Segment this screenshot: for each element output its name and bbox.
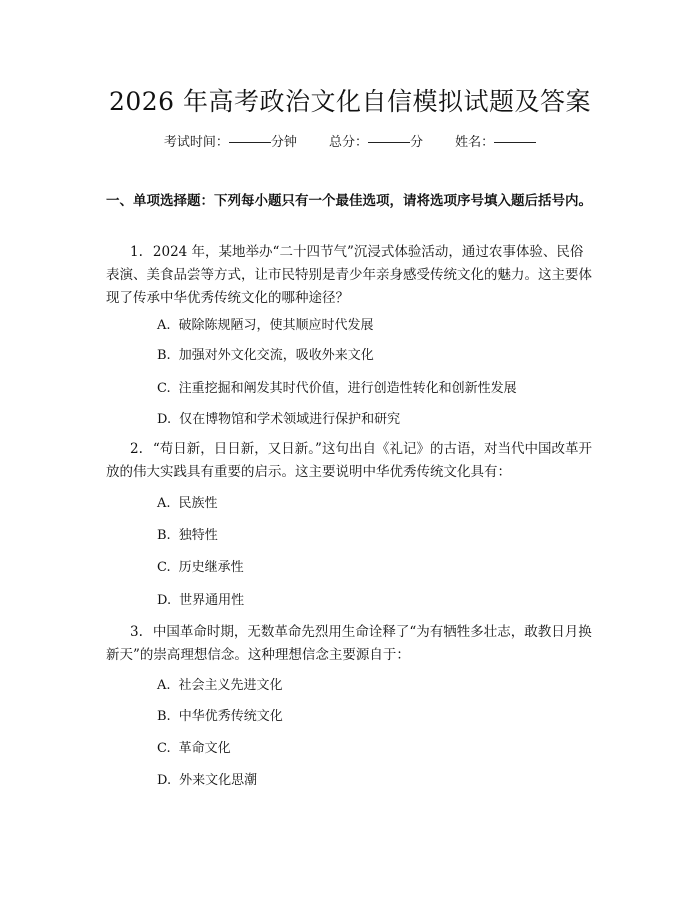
name-blank [494,142,536,143]
option-text: 加强对外文化交流，吸收外来文化 [178,348,374,363]
option-3d [157,771,257,791]
option-text: 世界通用性 [179,593,245,608]
option-letter: D. [157,593,172,608]
exam-time [164,135,297,150]
option-letter: A. [157,678,171,693]
question-number: 2. [130,441,143,457]
option-3a [157,676,283,696]
question-text: 2024 年，某地举办“二十四节气”沉浸式体验活动，通过农事体验、民俗表演、美食品尝等方式，让市民特别是青少年亲身感受传统文化的魅力。这主要体现了传承中华优秀传统文化的哪种途径？ [106,244,592,306]
option-text: 注重挖掘和阐发其时代价值，进行创造性转化和创新性发展 [178,381,517,396]
option-letter: D. [157,773,172,788]
time-unit: 分钟 [270,135,297,150]
option-text: 仅在博物馆和学术领域进行保护和研究 [179,412,401,427]
option-letter: B. [157,709,171,724]
option-1c [157,379,517,399]
name-label: 姓名： [455,135,495,150]
score-unit: 分 [410,135,424,150]
option-letter: C. [157,381,171,396]
option-text: 革命文化 [178,741,231,756]
option-text: 独特性 [178,528,218,543]
score-label: 总分： [328,135,368,150]
question-3 [106,621,596,667]
option-letter: C. [157,560,171,575]
option-2a [157,494,218,514]
time-blank [229,142,271,143]
option-1d [157,410,400,430]
option-text: 社会主义先进文化 [178,678,283,693]
question-number: 1. [130,244,143,260]
question-text: “苟日新，日日新，又日新。”这句出自《礼记》的古语，对当代中国改革开放的伟大实践具有重要的启示。这主要说明中华优秀传统文化具有： [106,441,592,480]
option-2c [157,558,244,578]
option-letter: B. [157,348,171,363]
exam-score [329,135,423,150]
question-1 [106,241,596,310]
question-number: 3. [130,624,143,640]
option-text: 民族性 [178,496,218,511]
question-2 [106,438,596,484]
option-letter: A. [157,318,171,333]
option-text: 历史继承性 [178,560,244,575]
exam-name [455,135,536,150]
time-label: 考试时间： [163,135,229,150]
exam-meta [0,131,700,150]
page-title: 2026 年高考政治文化自信模拟试题及答案 [108,87,592,116]
option-text: 中华优秀传统文化 [178,709,283,724]
question-text: 中国革命时期，无数革命先烈用生命诠释了“为有牺牲多壮志，敢教日月换新天”的崇高理想信念。这种理想信念主要源自于： [106,624,592,663]
option-2d [157,591,244,611]
option-letter: B. [157,528,171,543]
section-heading: 一、单项选择题：下列每小题只有一个最佳选项，请将选项序号填入题后括号内。 [106,193,592,209]
score-blank [368,142,410,143]
option-1b [157,346,374,366]
option-2b [157,526,218,546]
option-letter: D. [157,412,172,427]
option-letter: A. [157,496,171,511]
option-text: 外来文化思潮 [179,773,258,788]
option-1a [157,316,374,336]
option-3b [157,707,283,727]
option-letter: C. [157,741,171,756]
option-text: 破除陈规陋习，使其顺应时代发展 [178,318,374,333]
option-3c [157,739,231,759]
